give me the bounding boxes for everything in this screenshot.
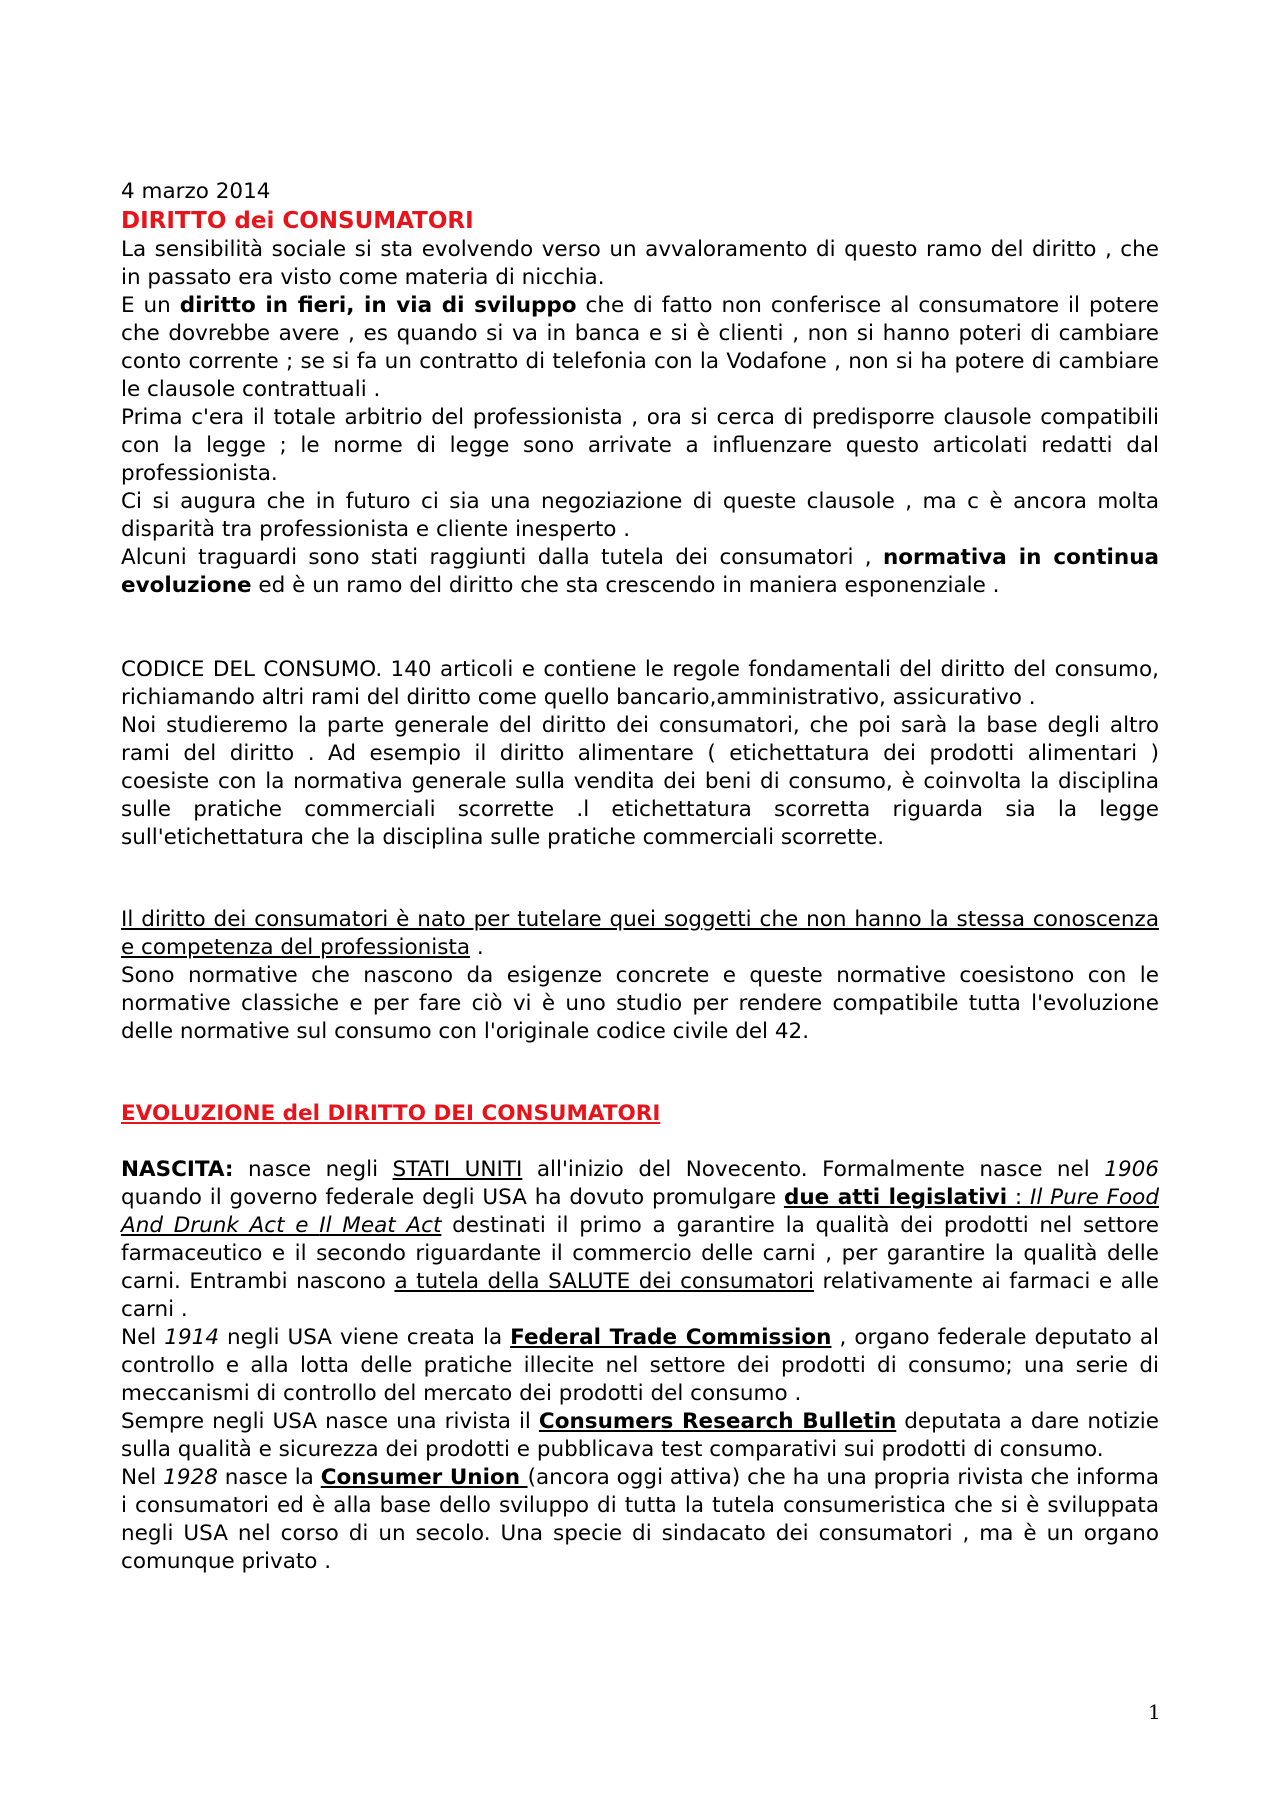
text-run: negli USA viene creata la	[219, 1325, 511, 1350]
italic-act-name: Il Meat Act	[319, 1213, 442, 1238]
text-run: Nel	[121, 1325, 165, 1350]
bold-label: NASCITA:	[121, 1157, 234, 1182]
italic-year: 1906	[1104, 1157, 1159, 1182]
text-run: all'inizio del Novecento. Formalmente nasce nel	[522, 1157, 1105, 1182]
italic-act-name: Il Pure Food And Drunk Act	[121, 1185, 1159, 1238]
paragraph-1: La sensibilità sociale si sta evolvendo verso un avvaloramento di questo ramo del diritto , che in passato era visto come materia di nicchia.	[121, 237, 1159, 290]
text-run: .	[470, 935, 484, 960]
section-title: EVOLUZIONE del DIRITTO DEI CONSUMATORI	[121, 1101, 661, 1126]
paragraph-2	[121, 292, 1159, 404]
text-run: E un	[121, 293, 180, 318]
spacer	[121, 1046, 1159, 1100]
text-run: quando il governo federale degli USA ha dovuto promulgare	[121, 1185, 784, 1210]
italic-year: 1914	[164, 1325, 220, 1350]
text-run: destinati il primo a garantire la qualità dei prodotti nel settore farmaceutico e il secondo riguardante il commercio delle carni , per garantire la qualità delle carni. Entrambi nascono	[121, 1213, 1160, 1294]
spacer	[121, 852, 1159, 906]
bold-text: normativa in continua evoluzione	[121, 545, 1160, 598]
text-run: Alcuni traguardi sono stati raggiunti dalla tutela dei consumatori ,	[121, 545, 883, 570]
paragraph-3: Prima c'era il totale arbitrio del professionista , ora si cerca di predisporre clausole compatibili con la legge ; le norme di legge sono arrivate a influenzare questo articolati redatti dal professionista.	[121, 405, 1159, 486]
underlined-text: Il diritto dei consumatori è nato per tutelare quei soggetti che non hanno la stessa conoscenza e competenza del professionista	[121, 907, 1159, 960]
bold-underlined-text: Federal Trade Commission	[510, 1325, 832, 1350]
text-run: Nel	[121, 1465, 164, 1490]
bold-underlined-text: Consumer Union	[320, 1465, 528, 1490]
text-run: e	[284, 1213, 320, 1238]
text-run: (ancora oggi attiva) che ha una propria rivista che informa i consumatori ed è alla base dello sviluppo di tutta la tutela consumeristica che si è sviluppata negli USA nel corso di un secolo. Una specie di sindacato dei consumatori , ma è un organo comunque privato .	[121, 1465, 1159, 1574]
italic-year: 1928	[163, 1465, 218, 1490]
page-number: 1	[1148, 1700, 1161, 1724]
paragraph-7: Noi studieremo la parte generale del diritto dei consumatori, che poi sarà la base degli altro rami del diritto . Ad esempio il diritto alimentare ( etichettatura dei prodotti alimentari ) coesiste con la normativa generale sulla vendita dei beni di consumo, è coinvolta la disciplina sulle pratiche commerciali scorrette .l etichettatura scorretta riguarda sia la legge sull'etichettatura che la disciplina sulle pratiche commerciali scorrette.	[121, 713, 1159, 850]
bold-underlined-text: due atti legislativi	[783, 1185, 1008, 1210]
paragraph-5	[121, 544, 1159, 600]
text-run: , organo federale deputato al controllo e alla lotta delle pratiche illecite nel settore dei prodotti di consumo; una serie di meccanismi di controllo del mercato dei prodotti del consumo .	[121, 1325, 1159, 1406]
document-title: DIRITTO dei CONSUMATORI	[121, 208, 474, 234]
underlined-text: STATI UNITI	[392, 1157, 523, 1182]
bold-underlined-text: Consumers Research Bulletin	[538, 1409, 897, 1434]
text-run: :	[1007, 1185, 1030, 1210]
text-run: che di fatto non conferisce al consumatore il potere che dovrebbe avere , es quando si va in banca e si è clienti , non si hanno poteri di cambiare conto corrente ; se si fa un contratto di telefonia con la Vodafone , non si ha potere di cambiare le clausole contrattuali .	[121, 293, 1159, 402]
text-run: Sempre negli USA nasce una rivista il	[121, 1409, 539, 1434]
paragraph-8	[121, 906, 1159, 962]
text-run: ed è un ramo del diritto che sta crescendo in maniera esponenziale .	[251, 573, 1000, 598]
bold-text: diritto in fieri, in via di sviluppo	[179, 293, 577, 318]
document-date: 4 marzo 2014	[121, 179, 271, 204]
spacer	[121, 1128, 1159, 1156]
paragraph-4: Ci si augura che in futuro ci sia una negoziazione di queste clausole , ma c è ancora molta disparità tra professionista e cliente inesperto .	[121, 489, 1159, 542]
underlined-text: a tutela della SALUTE dei consumatori	[394, 1269, 815, 1294]
text-run: deputata a dare notizie sulla qualità e sicurezza dei prodotti e pubblicava test comparativi sui prodotti di consumo.	[121, 1409, 1159, 1462]
text-run: nasce negli	[233, 1157, 393, 1182]
paragraph-ftc	[121, 1324, 1159, 1408]
document-body	[121, 178, 1159, 1576]
paragraph-bulletin	[121, 1408, 1159, 1464]
paragraph-consumer-union	[121, 1464, 1159, 1576]
paragraph-codice-consumo: CODICE DEL CONSUMO. 140 articoli e contiene le regole fondamentali del diritto del consumo, richiamando altri rami del diritto come quello bancario,amministrativo, assicurativo .	[121, 657, 1159, 710]
spacer	[121, 600, 1159, 656]
text-run: relativamente ai farmaci e alle carni .	[121, 1269, 1160, 1322]
text-run: nasce la	[217, 1465, 321, 1490]
paragraph-nascita	[121, 1156, 1159, 1324]
paragraph-9: Sono normative che nascono da esigenze concrete e queste normative coesistono con le normative classiche e per fare ciò vi è uno studio per rendere compatibile tutta l'evoluzione delle normative sul consumo con l'originale codice civile del 42.	[121, 963, 1159, 1044]
